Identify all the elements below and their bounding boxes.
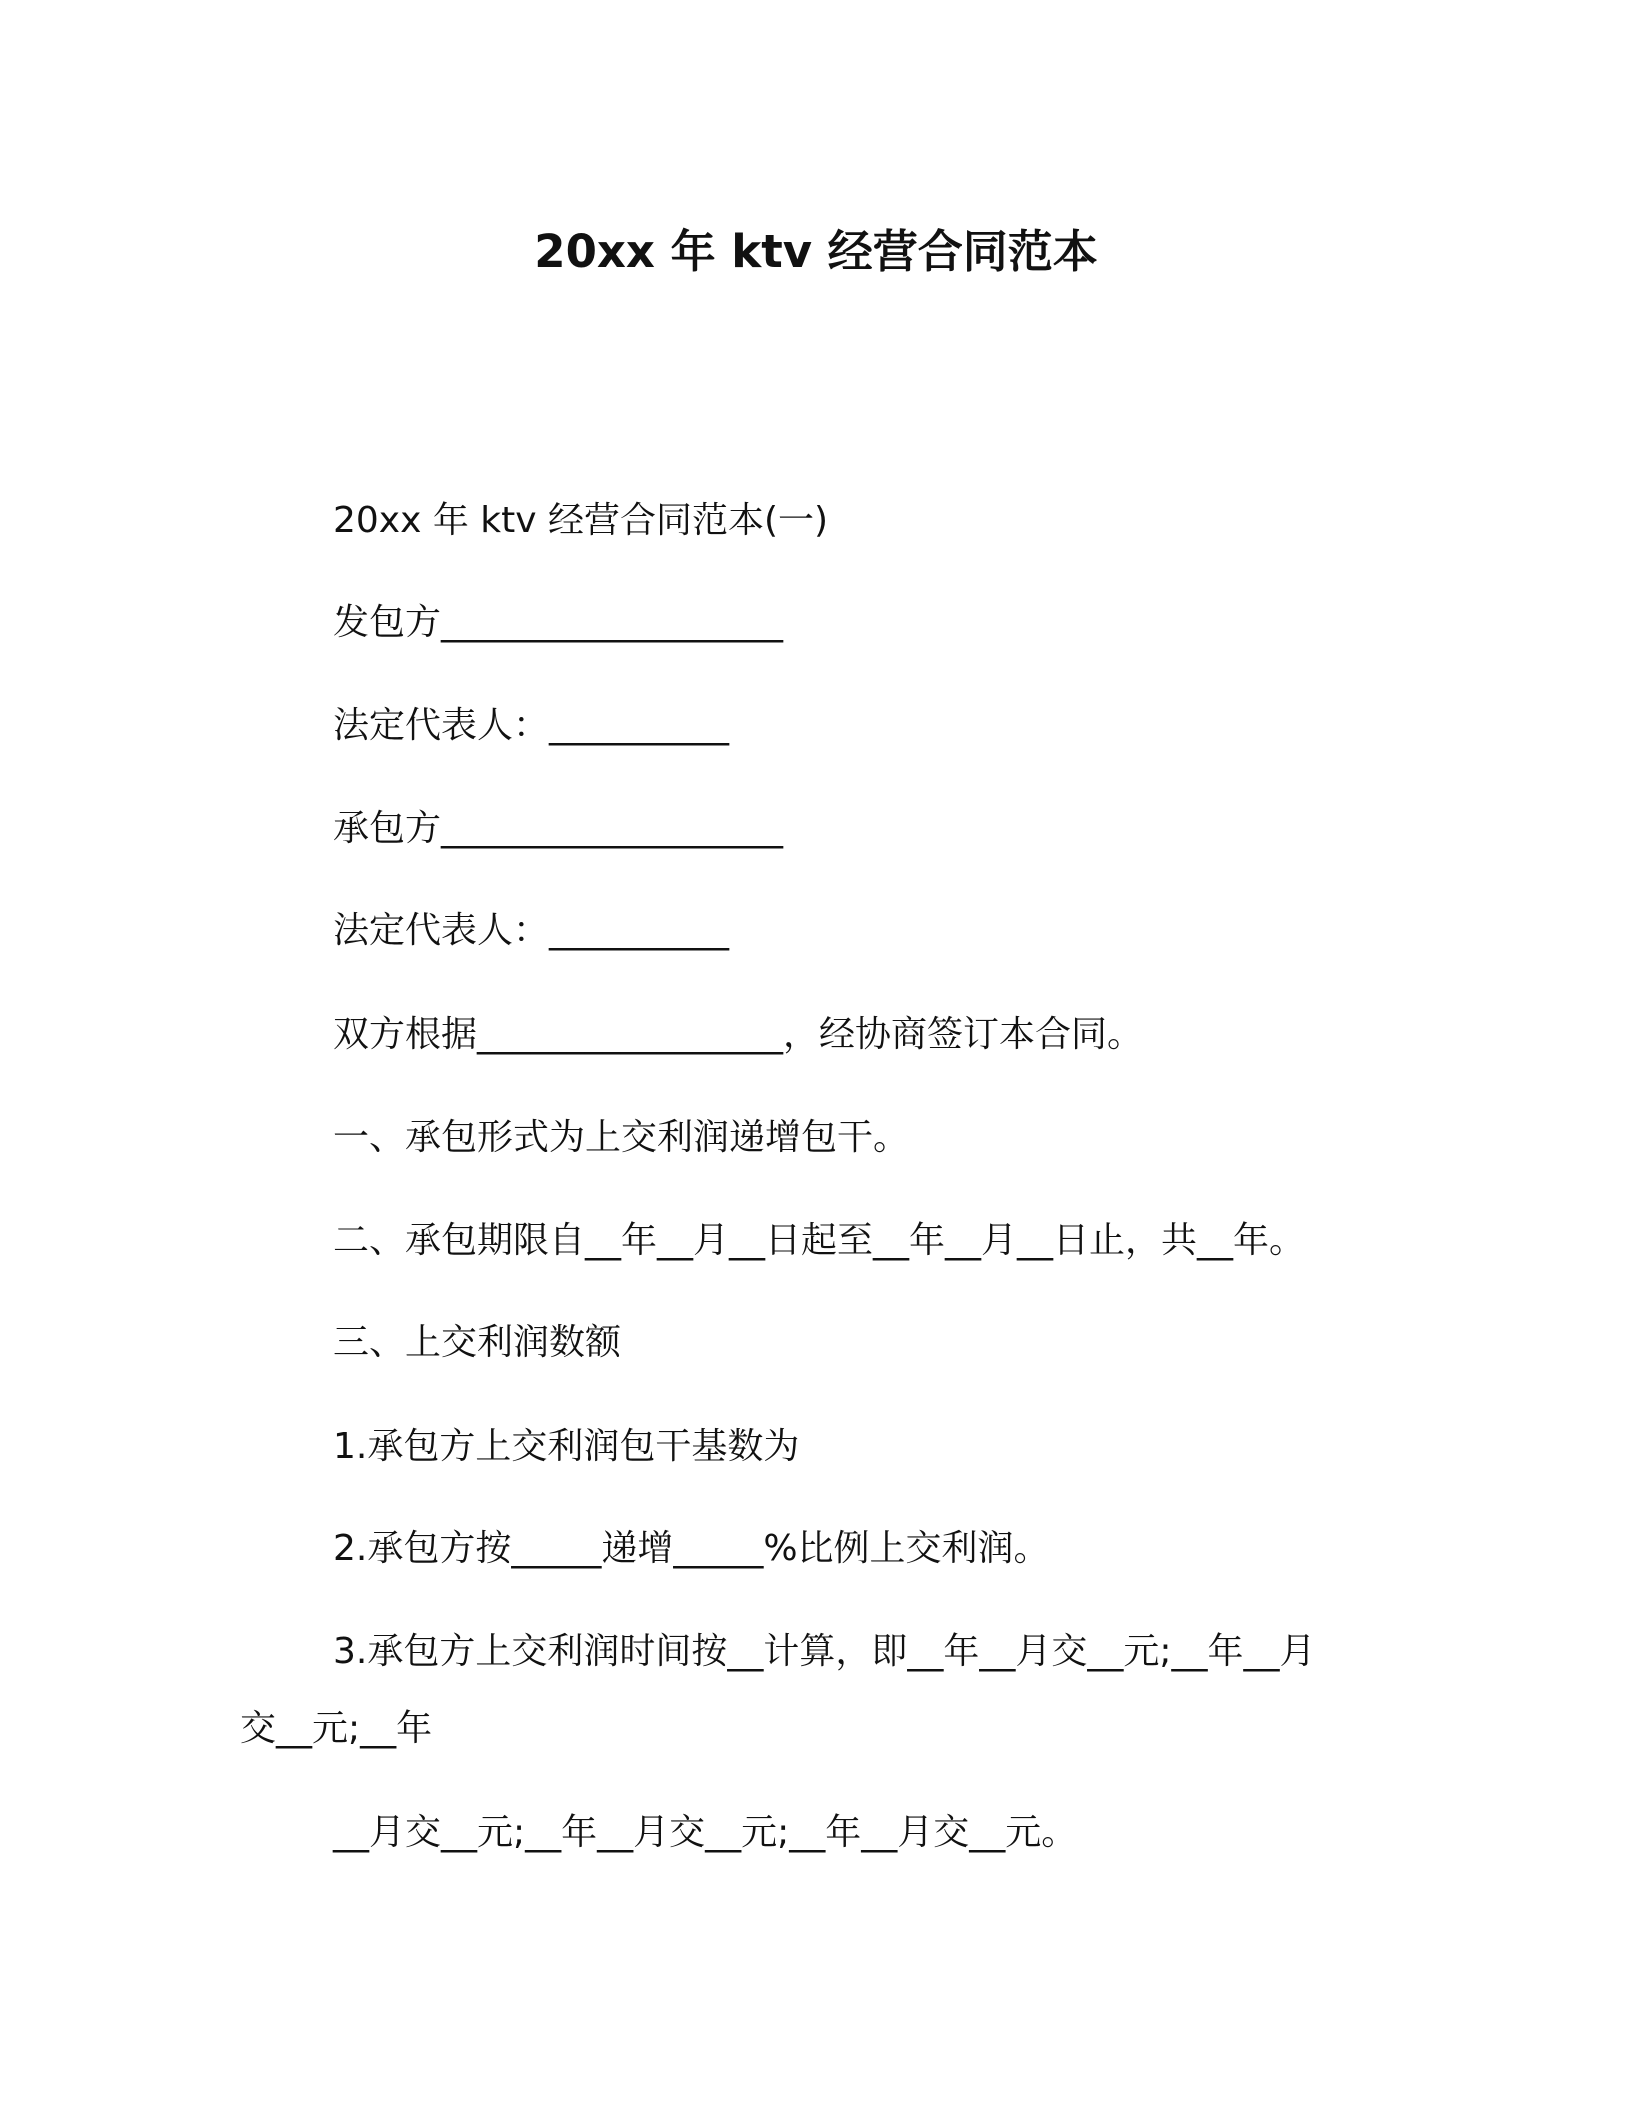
clause-3-heading: 三、上交利润数额 [333,1322,622,1363]
contractor-line: 承包方___________________ [333,808,784,849]
clause-2: 二、承包期限自__年__月__日起至__年__月__日止，共__年。 [333,1220,1306,1261]
clause-1: 一、承包形式为上交利润递增包干。 [333,1117,910,1158]
clause-3-item-3-continued: 交__元;__年 [240,1708,433,1749]
section-heading: 20xx 年 ktv 经营合同范本(一) [333,500,829,541]
clause-3-item-1: 1.承包方上交利润包干基数为 [333,1426,800,1467]
contractor-legal-rep-line: 法定代表人：__________ [333,910,730,951]
clause-3-item-3-schedule: __月交__元;__年__月交__元;__年__月交__元。 [333,1812,1078,1853]
clause-3-item-3: 3.承包方上交利润时间按__计算，即__年__月交__元;__年__月 [333,1631,1316,1672]
basis-line: 双方根据_________________，经协商签订本合同。 [333,1014,1144,1055]
document-title: 20xx 年 ktv 经营合同范本 [534,225,1098,278]
contractor-issuer-line: 发包方___________________ [333,602,784,643]
clause-3-item-2: 2.承包方按_____递增_____%比例上交利润。 [333,1528,1050,1569]
issuer-legal-rep-line: 法定代表人：__________ [333,705,730,746]
